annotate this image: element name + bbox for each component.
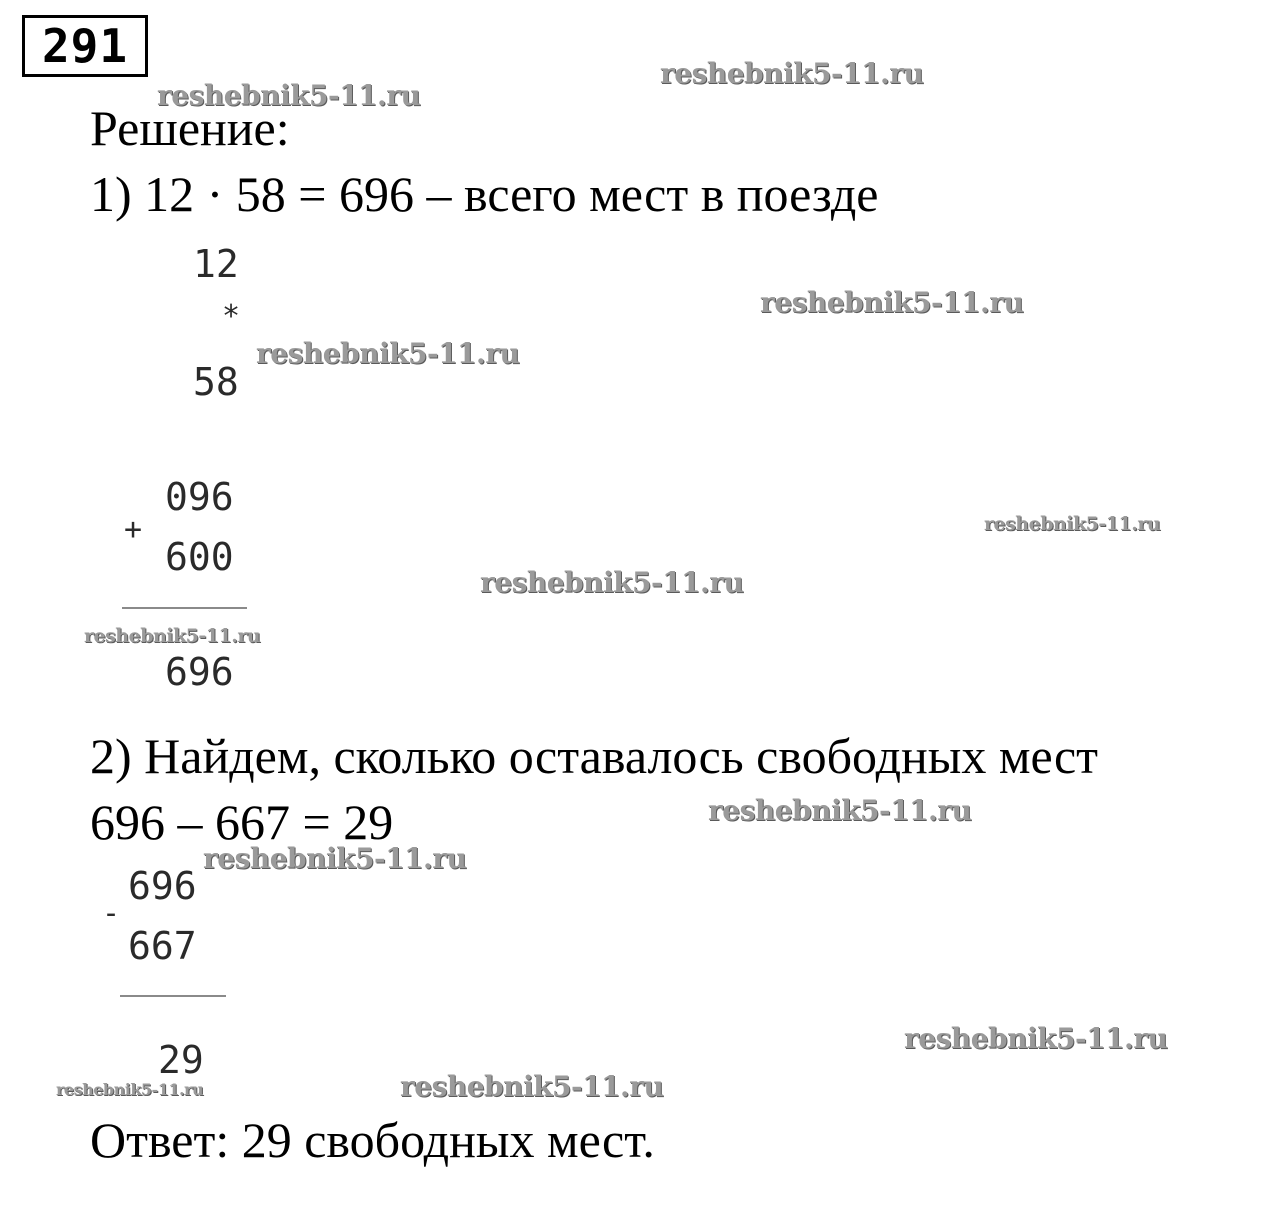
- mult-bottom-operand: 58: [193, 360, 239, 404]
- watermark: reshebnik5-11.ru: [400, 1070, 664, 1103]
- step-1-text: 1) 12 · 58 = 696 – всего мест в поезде: [90, 166, 879, 222]
- watermark: reshebnik5-11.ru: [708, 794, 972, 827]
- sub-bottom-operand: 667: [128, 924, 197, 968]
- watermark: reshebnik5-11.ru: [480, 566, 744, 599]
- sub-result: 29: [158, 1038, 204, 1082]
- solution-heading: Решение:: [90, 100, 290, 156]
- watermark: reshebnik5-11.ru: [56, 1080, 204, 1099]
- add-line-1: 096: [165, 475, 234, 519]
- sub-operator: -: [102, 896, 121, 931]
- watermark: reshebnik5-11.ru: [84, 625, 261, 647]
- watermark: reshebnik5-11.ru: [256, 337, 520, 370]
- watermark: reshebnik5-11.ru: [904, 1022, 1168, 1055]
- mult-top-operand: 12: [193, 242, 239, 286]
- add-line-2: 600: [165, 535, 234, 579]
- watermark: reshebnik5-11.ru: [660, 57, 924, 90]
- watermark: reshebnik5-11.ru: [984, 513, 1161, 535]
- task-number: 291: [22, 15, 148, 77]
- add-operator: +: [124, 512, 143, 547]
- watermark: reshebnik5-11.ru: [760, 286, 1024, 319]
- answer-text: Ответ: 29 свободных мест.: [90, 1112, 655, 1168]
- mult-operator: *: [222, 299, 241, 334]
- sub-result-rule: [120, 995, 226, 997]
- step-2-expression: 696 – 667 = 29: [90, 794, 394, 850]
- watermark: reshebnik5-11.ru: [203, 842, 467, 875]
- add-result-rule: [122, 607, 247, 609]
- add-result: 696: [165, 650, 234, 694]
- step-2-text: 2) Найдем, сколько оставалось свободных мест: [90, 728, 1099, 784]
- sub-top-operand: 696: [128, 864, 197, 908]
- watermark: reshebnik5-11.ru: [157, 79, 421, 112]
